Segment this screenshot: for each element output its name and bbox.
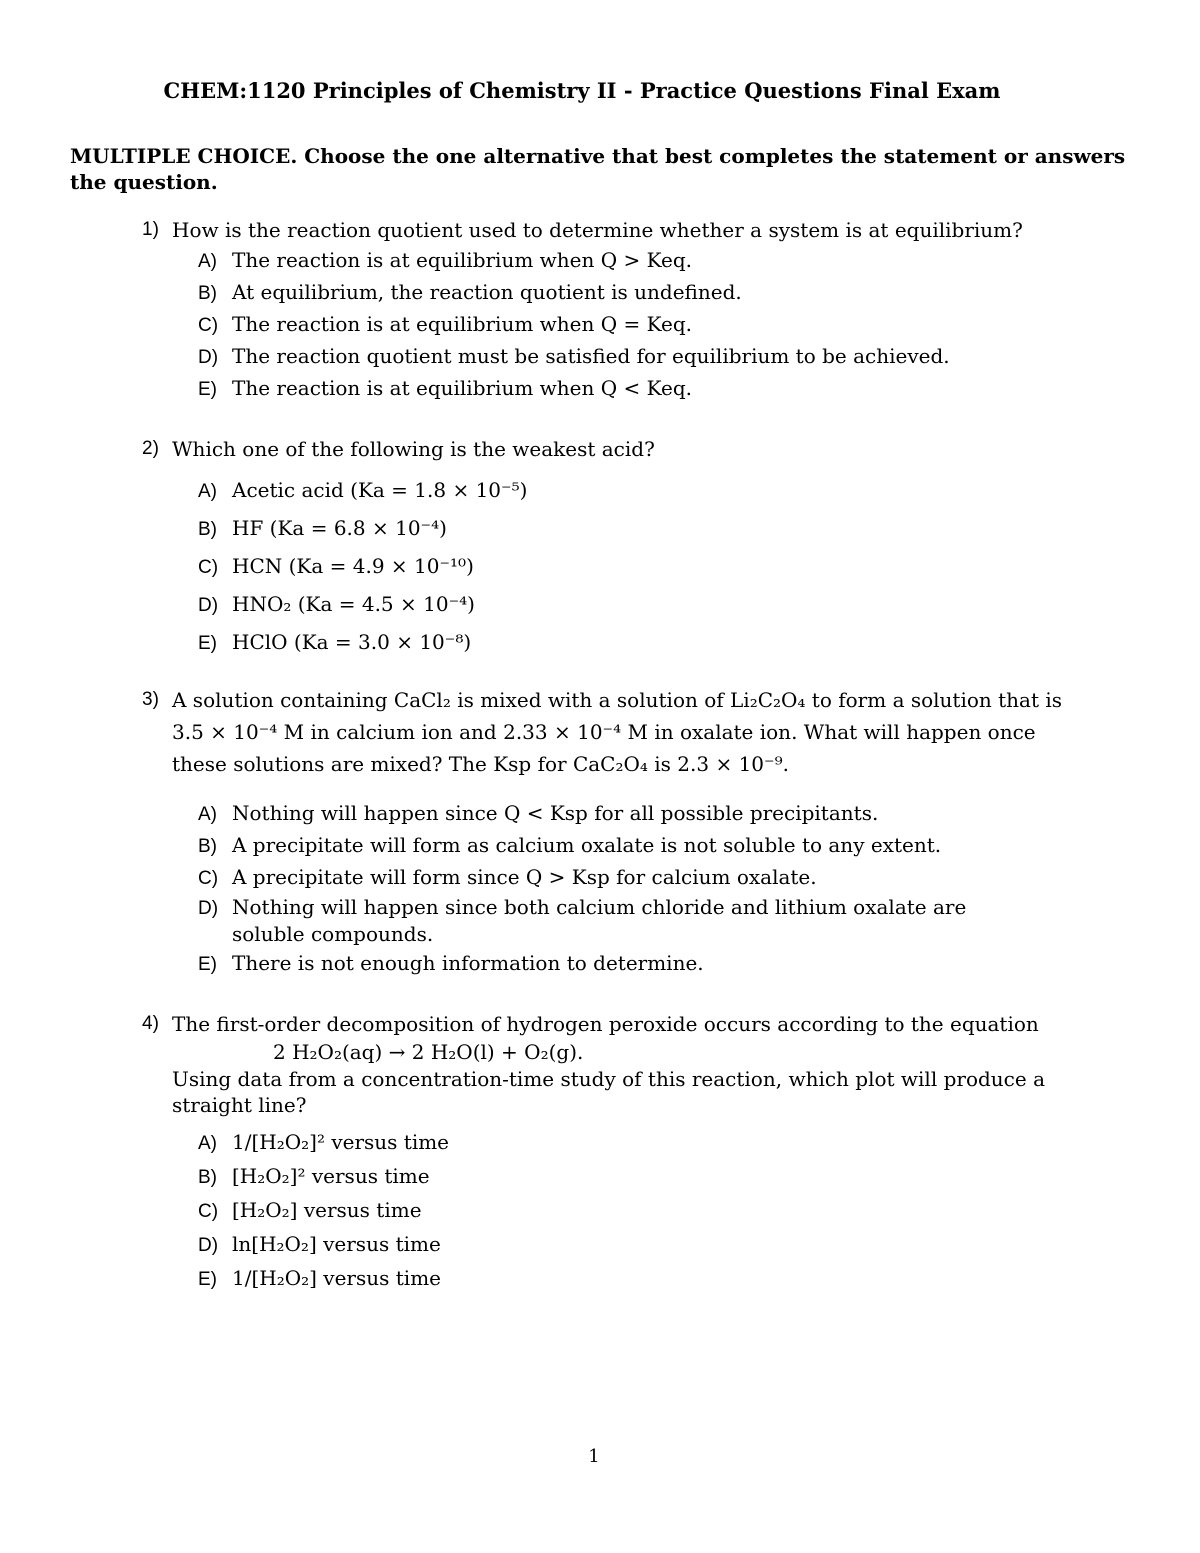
question-text-continued: Using data from a concentration-time study of this reaction, which plot will produce a straight line? <box>172 1067 1045 1117</box>
question-number: 2) <box>142 438 159 459</box>
choice-text: 1/[H₂O₂] versus time <box>232 1266 441 1290</box>
choice-letter: B) <box>198 836 217 857</box>
choice-text: HNO₂ (Ka = 4.5 × 10⁻⁴) <box>232 592 475 616</box>
choice-text: The reaction is at equilibrium when Q < Keq. <box>232 376 692 400</box>
choice-4e <box>142 1262 1122 1296</box>
reaction-equation: 2 H₂O₂(aq) → 2 H₂O(l) + O₂(g). <box>273 1040 584 1064</box>
question-stem <box>142 1010 1122 1038</box>
question-4 <box>142 1010 1122 1296</box>
question-text: How is the reaction quotient used to determine whether a system is at equilibrium? <box>172 218 1023 242</box>
choice-letter: E) <box>198 633 217 654</box>
choice-text: HCN (Ka = 4.9 × 10⁻¹⁰) <box>232 554 474 578</box>
choice-text: [H₂O₂] versus time <box>232 1198 422 1222</box>
choice-letter: A) <box>198 481 217 502</box>
choice-list <box>142 472 1122 662</box>
question-text: A solution containing CaCl₂ is mixed with a solution of Li₂C₂O₄ to form a solution that is 3.5 × 10⁻⁴ M in calcium ion and 2.33 × 10⁻⁴ M in oxalate ion. What will happen once these solutions are mixed? The Ksp for CaC₂O₄ is 2.3 × 10⁻⁹. <box>172 688 1063 776</box>
choice-1d <box>142 341 1122 373</box>
choice-text: ln[H₂O₂] versus time <box>232 1232 441 1256</box>
choice-1e <box>142 373 1122 405</box>
choice-letter: B) <box>198 1167 217 1188</box>
choice-1b <box>142 277 1122 309</box>
choice-text: [H₂O₂]² versus time <box>232 1164 430 1188</box>
choice-4c <box>142 1194 1122 1228</box>
question-2 <box>142 434 1122 662</box>
choice-text: The reaction quotient must be satisfied for equilibrium to be achieved. <box>232 344 950 368</box>
question-number: 4) <box>142 1013 159 1034</box>
choice-text: There is not enough information to determine. <box>232 951 704 975</box>
choice-3b <box>142 830 1082 862</box>
choice-3a <box>142 798 1082 830</box>
choice-letter: C) <box>198 1201 219 1222</box>
choice-4a <box>142 1126 1122 1160</box>
page-number: 1 <box>588 1446 600 1467</box>
choice-3c <box>142 862 1082 894</box>
choice-list <box>142 1126 1122 1296</box>
choice-text: The reaction is at equilibrium when Q = Keq. <box>232 312 692 336</box>
choice-text: HF (Ka = 6.8 × 10⁻⁴) <box>232 516 447 540</box>
question-3 <box>142 684 1082 980</box>
choice-2a <box>142 472 1122 510</box>
question-number: 1) <box>142 219 159 240</box>
choice-letter: C) <box>198 557 219 578</box>
choice-letter: A) <box>198 804 217 825</box>
question-stem <box>142 215 1122 245</box>
choice-letter: D) <box>198 898 219 919</box>
choice-letter: B) <box>198 283 217 304</box>
question-text: The first-order decomposition of hydrogen peroxide occurs according to the equation <box>172 1012 1039 1036</box>
choice-letter: D) <box>198 595 219 616</box>
choice-list <box>142 245 1122 405</box>
choice-text: 1/[H₂O₂]² versus time <box>232 1130 450 1154</box>
choice-text: Acetic acid (Ka = 1.8 × 10⁻⁵) <box>232 478 528 502</box>
choice-text: At equilibrium, the reaction quotient is undefined. <box>232 280 742 304</box>
question-stem <box>142 434 1122 464</box>
choice-letter: E) <box>198 379 217 400</box>
choice-1c <box>142 309 1122 341</box>
question-1 <box>142 215 1122 405</box>
choice-2b <box>142 510 1122 548</box>
choice-letter: E) <box>198 954 217 975</box>
choice-3e <box>142 948 1082 980</box>
question-stem <box>142 684 1082 780</box>
choice-2d <box>142 586 1122 624</box>
choice-letter: B) <box>198 519 217 540</box>
choice-letter: E) <box>198 1269 217 1290</box>
choice-2e <box>142 624 1122 662</box>
choice-letter: A) <box>198 251 217 272</box>
choice-text: A precipitate will form since Q > Ksp for calcium oxalate. <box>232 865 817 889</box>
choice-letter: D) <box>198 1235 219 1256</box>
choice-2c <box>142 548 1122 586</box>
choice-1a <box>142 245 1122 277</box>
question-text: Which one of the following is the weakest acid? <box>172 437 655 461</box>
choice-4b <box>142 1160 1122 1194</box>
choice-text: A precipitate will form as calcium oxalate is not soluble to any extent. <box>232 833 942 857</box>
choice-text: HClO (Ka = 3.0 × 10⁻⁸) <box>232 630 472 654</box>
choice-text: Nothing will happen since Q < Ksp for all possible precipitants. <box>232 801 879 825</box>
page-title: CHEM:1120 Principles of Chemistry II - Practice Questions Final Exam <box>163 78 1001 103</box>
question-number: 3) <box>142 689 159 710</box>
choice-letter: D) <box>198 347 219 368</box>
choice-letter: A) <box>198 1133 217 1154</box>
choice-3d <box>142 894 1082 948</box>
choice-text: Nothing will happen since both calcium chloride and lithium oxalate are soluble compounds. <box>232 895 967 946</box>
choice-letter: C) <box>198 315 219 336</box>
choice-text: The reaction is at equilibrium when Q > Keq. <box>232 248 692 272</box>
choice-letter: C) <box>198 868 219 889</box>
choice-4d <box>142 1228 1122 1262</box>
instructions: MULTIPLE CHOICE. Choose the one alternative that best completes the statement or answers the question. <box>70 144 1126 194</box>
choice-list <box>142 798 1082 980</box>
